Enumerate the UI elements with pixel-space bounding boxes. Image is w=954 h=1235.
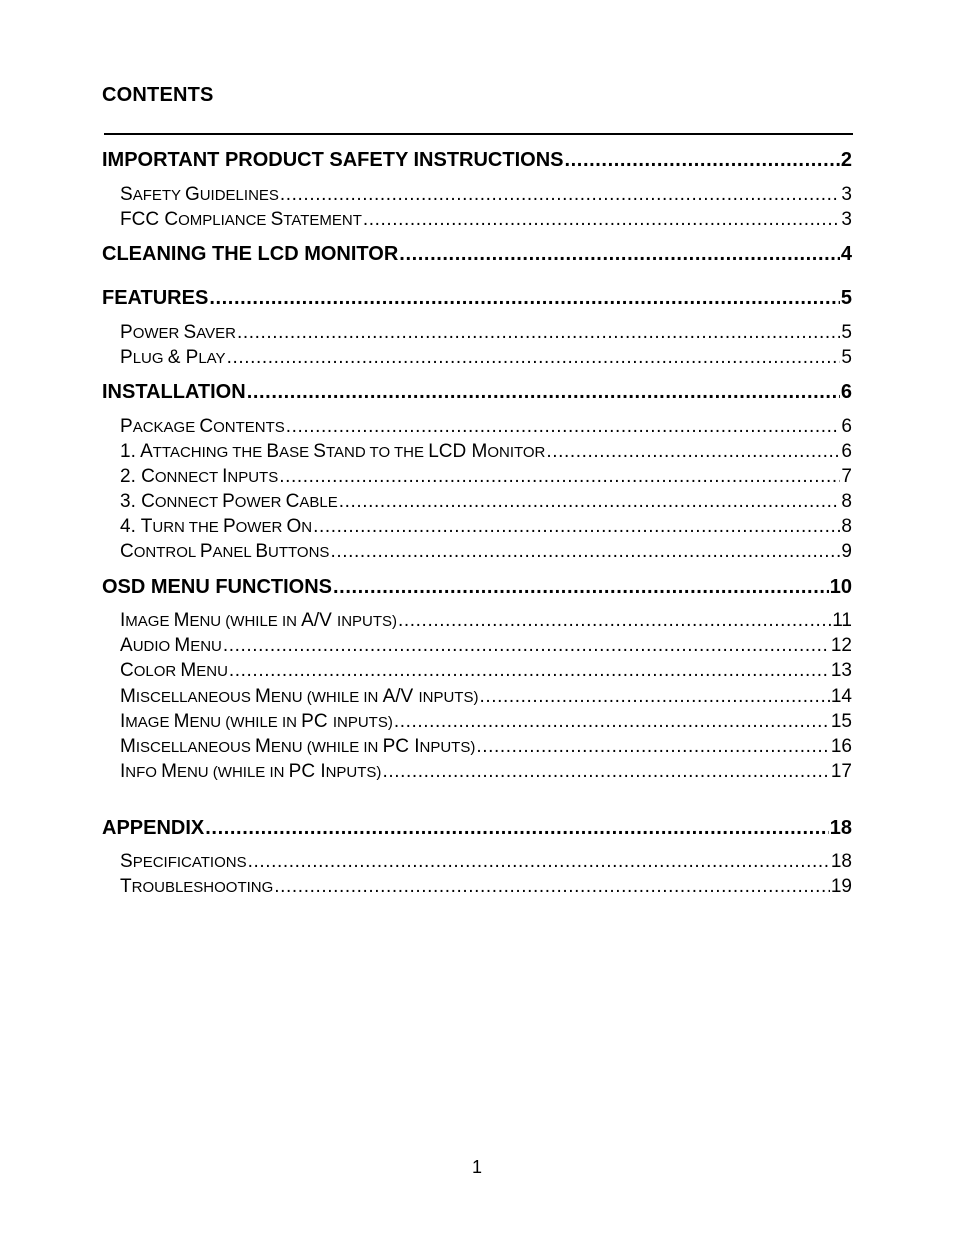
title-fragment: G <box>184 184 200 205</box>
toc-entry-title <box>120 209 362 231</box>
toc-page-number: 8 <box>841 516 852 537</box>
toc-subsection-entry <box>120 635 852 660</box>
title-fragment: B <box>255 541 269 562</box>
title-fragment: ONNECT <box>154 469 223 486</box>
title-fragment: URN THE <box>152 519 223 536</box>
title-fragment: ENU (WHILE IN <box>189 613 302 630</box>
title-fragment: LAY <box>198 350 226 367</box>
toc-subsection-entry <box>120 209 852 234</box>
title-fragment: S <box>270 209 284 230</box>
dot-leader <box>286 416 841 438</box>
title-fragment: TAND TO THE <box>325 444 429 461</box>
toc-entry-title <box>102 287 208 310</box>
title-fragment: & P <box>167 347 199 368</box>
toc-entry-title <box>120 876 273 898</box>
dot-leader <box>279 466 840 488</box>
toc-page-number: 10 <box>829 576 852 598</box>
title-fragment: OWER <box>234 494 286 511</box>
toc-page-number: 14 <box>830 686 852 707</box>
toc-section-entry <box>102 576 852 602</box>
dot-leader <box>274 876 830 898</box>
toc-entry-title <box>120 686 478 708</box>
toc-page-number: 17 <box>830 761 852 782</box>
title-fragment: P <box>222 516 236 537</box>
title-fragment: M <box>174 635 191 656</box>
title-fragment: I <box>120 711 126 732</box>
toc-subsection-entry <box>120 466 852 491</box>
dot-leader <box>248 851 830 873</box>
title-fragment: M <box>255 686 271 707</box>
title-fragment: ROUBLESHOOTING <box>131 879 274 896</box>
dot-leader <box>229 660 830 682</box>
title-fragment: S <box>313 441 326 462</box>
toc-subsection-entry <box>120 541 852 566</box>
title-fragment: I <box>120 610 126 631</box>
dot-leader <box>313 516 840 538</box>
toc-entry-title <box>102 149 563 172</box>
title-fragment: ENU (WHILE IN <box>189 714 302 731</box>
toc-page-number: 7 <box>841 466 852 487</box>
title-fragment: APPENDIX <box>102 817 205 839</box>
toc-section-entry <box>102 149 852 175</box>
toc-entry-title <box>120 736 475 758</box>
title-fragment: C <box>120 541 134 562</box>
dot-leader <box>227 347 841 369</box>
title-fragment: O <box>286 516 302 537</box>
title-fragment: UDIO <box>132 638 175 655</box>
title-fragment: FCC C <box>120 209 179 230</box>
toc-entry-title <box>120 441 545 463</box>
title-fragment: T <box>120 876 132 897</box>
title-fragment: OWER <box>235 519 287 536</box>
toc-subsection-entry <box>120 660 852 685</box>
title-fragment: PC <box>301 711 333 732</box>
title-fragment: TTACHING THE <box>152 444 267 461</box>
toc-entry-title <box>120 184 279 206</box>
title-fragment: MAGE <box>125 714 174 731</box>
toc-page-number: 18 <box>830 851 852 872</box>
toc-section-entry <box>102 817 852 843</box>
title-fragment: OWER <box>132 325 184 342</box>
heading-divider <box>104 133 853 135</box>
title-fragment: M <box>120 736 136 757</box>
dot-leader <box>564 149 839 172</box>
title-fragment: INPUTS) <box>418 689 479 706</box>
title-fragment: ABLE <box>299 494 338 511</box>
toc-entry-title <box>120 541 329 563</box>
title-fragment: P <box>120 416 133 437</box>
dot-leader <box>209 287 840 310</box>
title-fragment: ONNECT <box>154 494 223 511</box>
dot-leader <box>363 209 841 231</box>
title-fragment: OLOR <box>133 663 181 680</box>
title-fragment: NFO <box>125 764 162 781</box>
title-fragment: B <box>266 441 280 462</box>
title-fragment: N <box>301 519 313 536</box>
title-fragment: A/V <box>382 686 419 707</box>
toc-section-entry <box>102 243 852 269</box>
title-fragment: AVER <box>196 325 236 342</box>
toc-subsection-entry <box>120 876 852 901</box>
title-fragment: 3. C <box>120 491 155 512</box>
toc-entry-title <box>120 322 236 344</box>
title-fragment: ENU (WHILE IN <box>270 739 383 756</box>
toc-subsection-entry <box>120 736 852 761</box>
title-fragment: A <box>120 635 133 656</box>
title-fragment: M <box>173 711 190 732</box>
toc-page-number: 6 <box>841 416 852 437</box>
toc-subsection-entry <box>120 416 852 441</box>
title-fragment: ENU <box>196 663 228 680</box>
toc-entry-title <box>102 817 204 840</box>
title-fragment: INSTALLATION <box>102 381 246 403</box>
title-fragment: ONITOR <box>487 444 546 461</box>
toc-subsection-entry <box>120 686 852 711</box>
toc-page-number: 6 <box>840 381 852 403</box>
title-fragment: INPUTS) <box>332 714 393 731</box>
title-fragment: NPUTS <box>227 469 279 486</box>
dot-leader <box>237 322 840 344</box>
toc-entry-title <box>120 347 226 369</box>
toc-subsection-entry <box>120 347 852 372</box>
toc-subsection-entry <box>120 184 852 209</box>
title-fragment: C <box>120 660 134 681</box>
title-fragment: MAGE <box>125 613 174 630</box>
toc-page-number: 12 <box>830 635 852 656</box>
toc-subsection-entry <box>120 322 852 347</box>
dot-leader <box>339 491 841 513</box>
title-fragment: ENU (WHILE IN <box>270 689 383 706</box>
title-fragment: ENU (WHILE IN <box>176 764 289 781</box>
title-fragment: P <box>222 491 235 512</box>
toc-subsection-entry <box>120 851 852 876</box>
title-fragment: 1. A <box>120 441 153 462</box>
toc-page-number: 13 <box>830 660 852 681</box>
title-fragment: P <box>199 541 213 562</box>
toc-entry-title <box>120 660 228 682</box>
title-fragment: C <box>199 416 214 437</box>
toc-entry-title <box>120 761 381 783</box>
toc-subsection-entry <box>120 610 852 635</box>
title-fragment: ANEL <box>212 544 256 561</box>
toc-page-number: 9 <box>841 541 852 562</box>
toc-page-number: 6 <box>841 441 852 462</box>
toc-page-number: 4 <box>840 243 852 265</box>
title-fragment: OSD MENU FUNCTIONS <box>102 576 332 598</box>
toc-entry-title <box>102 381 246 404</box>
dot-leader <box>394 711 830 733</box>
toc-entry-title <box>120 851 247 873</box>
title-fragment: OMPLIANCE <box>178 212 271 229</box>
title-fragment: LUG <box>132 350 168 367</box>
toc-page-number: 8 <box>841 491 852 512</box>
toc-page-number: 5 <box>840 287 852 309</box>
title-fragment: UTTONS <box>268 544 330 561</box>
dot-leader <box>333 576 829 599</box>
title-fragment: 2. C <box>120 466 155 487</box>
toc-page-number: 19 <box>830 876 852 897</box>
title-fragment: IMPORTANT PRODUCT SAFETY INSTRUCTIONS <box>102 149 564 171</box>
toc-page-number: 15 <box>830 711 852 732</box>
dot-leader <box>223 635 830 657</box>
title-fragment: C <box>285 491 300 512</box>
toc-section-entry <box>102 287 852 313</box>
title-fragment: ASE <box>279 444 314 461</box>
title-fragment: CLEANING THE LCD MONITOR <box>102 243 399 265</box>
toc-subsection-entry <box>120 711 852 736</box>
toc-page-number: 5 <box>841 347 852 368</box>
title-fragment: TATEMENT <box>283 212 362 229</box>
toc-entry-title <box>120 466 278 488</box>
toc-entry-title <box>120 516 312 538</box>
toc-entry-title <box>120 491 338 513</box>
toc-page-number: 18 <box>829 817 852 839</box>
contents-heading: CONTENTS <box>102 84 214 106</box>
title-fragment: M <box>255 736 271 757</box>
toc-page-number: 5 <box>841 322 852 343</box>
toc-entry-title <box>102 576 332 599</box>
dot-leader <box>382 761 829 783</box>
dot-leader <box>479 686 829 708</box>
toc-page-number: 2 <box>840 149 852 171</box>
title-fragment: ENU <box>190 638 222 655</box>
title-fragment: UIDELINES <box>199 187 279 204</box>
title-fragment: ONTROL <box>133 544 200 561</box>
title-fragment: NPUTS) <box>419 739 476 756</box>
title-fragment: A/V <box>301 610 338 631</box>
toc-page-number: 3 <box>841 209 852 230</box>
toc-page-number: 11 <box>832 610 852 631</box>
title-fragment: 4. T <box>120 516 153 537</box>
title-fragment: ACKAGE <box>132 419 200 436</box>
toc-entry-title <box>120 711 393 733</box>
title-fragment: INPUTS) <box>337 613 398 630</box>
title-fragment: LCD M <box>428 441 488 462</box>
title-fragment: P <box>120 322 133 343</box>
title-fragment: S <box>120 184 133 205</box>
title-fragment: ONTENTS <box>213 419 285 436</box>
toc-page-number: 3 <box>841 184 852 205</box>
toc-entry-title <box>120 610 397 632</box>
dot-leader <box>399 243 840 266</box>
toc-subsection-entry <box>120 761 852 786</box>
dot-leader <box>280 184 841 206</box>
title-fragment: M <box>180 660 197 681</box>
title-fragment: AFETY <box>132 187 185 204</box>
toc-subsection-entry <box>120 441 852 466</box>
title-fragment: I <box>222 466 228 487</box>
title-fragment: NPUTS) <box>325 764 382 781</box>
title-fragment: M <box>173 610 190 631</box>
toc-subsection-entry <box>120 516 852 541</box>
title-fragment: S <box>120 851 133 872</box>
toc-subsection-entry <box>120 491 852 516</box>
dot-leader <box>546 441 840 463</box>
toc-section-entry <box>102 381 852 407</box>
title-fragment: P <box>120 347 133 368</box>
toc-entry-title <box>102 243 398 266</box>
dot-leader <box>398 610 831 632</box>
title-fragment: ISCELLANEOUS <box>135 739 256 756</box>
dot-leader <box>247 381 840 404</box>
title-fragment: S <box>183 322 197 343</box>
title-fragment: PC I <box>382 736 420 757</box>
dot-leader <box>330 541 840 563</box>
toc-entry-title <box>120 635 222 657</box>
toc-page-number: 16 <box>830 736 852 757</box>
dot-leader <box>205 817 829 840</box>
title-fragment: FEATURES <box>102 287 209 309</box>
dot-leader <box>476 736 830 758</box>
title-fragment: PC I <box>288 761 326 782</box>
title-fragment: PECIFICATIONS <box>132 854 247 871</box>
title-fragment: I <box>120 761 126 782</box>
toc-entry-title <box>120 416 285 438</box>
title-fragment: M <box>120 686 136 707</box>
title-fragment: M <box>161 761 177 782</box>
page-number: 1 <box>471 1157 482 1177</box>
title-fragment: ISCELLANEOUS <box>135 689 256 706</box>
